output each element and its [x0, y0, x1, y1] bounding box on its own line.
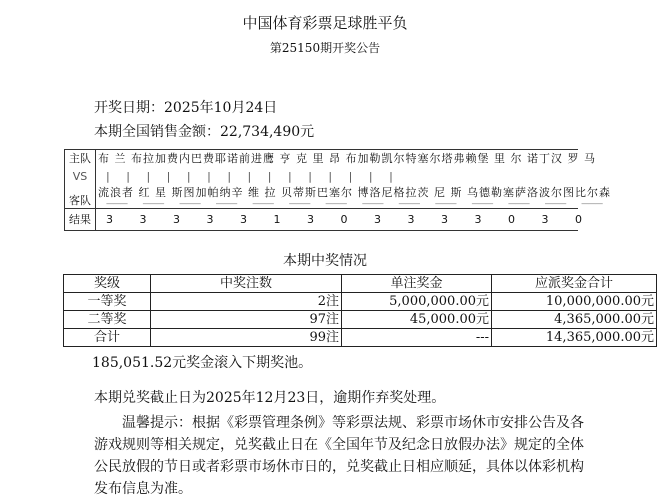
sales-line [94, 121, 314, 141]
deadline-text: 本期兑奖截止日为2025年12月23日，逾期作弃奖处理。 [94, 390, 446, 406]
vs-mark: | [368, 170, 373, 183]
home-team: 亨 [279, 152, 292, 165]
away-dash: ——— [581, 199, 603, 208]
away-row [65, 186, 579, 209]
vs-mark: | [106, 170, 110, 183]
away-dash: ——— [544, 199, 566, 208]
home-team: 昂 [329, 152, 341, 165]
away-dash: ——— [398, 199, 420, 208]
home-team: 前进鹰 [239, 152, 275, 165]
prize-row-total [64, 329, 657, 347]
prize-row-first [64, 293, 657, 311]
vs-mark: | [389, 170, 393, 183]
home-team: 兰 [114, 152, 127, 165]
match-result: 1 [273, 212, 281, 226]
home-team: 里 [494, 152, 506, 165]
away-team: 维 [248, 186, 260, 199]
vs-mark: | [126, 170, 130, 183]
draw-date-value: 2025年10月24日 [164, 100, 278, 116]
sales-amount: 22,734,490元 [220, 124, 315, 140]
match-result: 3 [307, 212, 314, 226]
away-team: 乌德勒 [467, 186, 503, 199]
match-result: 3 [206, 212, 214, 226]
home-team: 里 [312, 152, 325, 165]
home-team: 罗 [567, 152, 580, 165]
home-team: 费内巴 [167, 152, 203, 165]
away-dash: ——— [142, 199, 164, 208]
home-team: 费耶诺 [203, 152, 239, 165]
vs-mark: | [186, 170, 191, 183]
home-team: 凯尔特 [381, 152, 418, 165]
header-level: 奖级 [64, 275, 151, 293]
match-table [64, 149, 611, 231]
away-dash: ——— [361, 199, 383, 208]
away-teams-cell [96, 186, 611, 209]
away-dash: ——— [106, 199, 127, 208]
draw-date-label: 开奖日期： [94, 100, 164, 116]
header-total: 应派奖金合计 [492, 275, 657, 293]
vs-mark: | [308, 170, 312, 183]
away-team: 格拉茨 [393, 186, 430, 199]
home-team: 诺丁汉 [527, 152, 563, 165]
vs-row [65, 168, 579, 186]
away-dash: ——— [215, 199, 237, 208]
vs-mark: | [207, 170, 211, 183]
sales-label: 本期全国销售金额： [94, 124, 220, 140]
away-team: 斯 [450, 186, 463, 199]
vs-marks-cell [96, 168, 579, 186]
result-row [65, 209, 579, 231]
vs-mark: | [146, 170, 151, 183]
prize-single: 5,000,000.00元 [342, 293, 492, 311]
home-row [65, 150, 579, 169]
home-team: 克 [296, 152, 308, 165]
notice-text: 温馨提示：根据《彩票管理条例》等彩票法规、彩票市场休市安排公告及各游戏规则等相关规定，兑奖截止日在《全国年节及纪念日放假办法》规定的全体公民放假的节日或者彩票市场休市日的，兑奖截止日相应顺延，具体以体彩机构发布信息为准。 [94, 415, 584, 497]
away-team: 斯图加 [171, 186, 208, 199]
away-team: 塞萨洛 [503, 186, 539, 199]
match-result: 3 [407, 212, 415, 226]
vs-mark: | [348, 170, 353, 183]
match-result: 3 [106, 212, 113, 226]
away-team: 波尔图 [539, 186, 575, 199]
draw-date-line [94, 97, 277, 117]
home-team: 马 [584, 152, 596, 165]
match-result: 3 [173, 212, 180, 226]
away-dash: ——— [325, 199, 347, 208]
match-result: 3 [374, 212, 381, 226]
home-team: 弗赖堡 [453, 152, 490, 165]
away-team: 拉 [264, 186, 277, 199]
away-team: 比尔森 [575, 186, 611, 199]
vs-mark: | [287, 170, 292, 183]
header-count: 中奖注数 [151, 275, 342, 293]
header-single: 单注奖金 [342, 275, 492, 293]
prize-section-title: 本期中奖情况 [283, 253, 367, 269]
away-team: 尼 [434, 186, 446, 199]
rollover-text: 185,051.52元奖金滚入下期奖池。 [92, 355, 313, 371]
away-team: 巴塞尔 [317, 186, 353, 199]
results-cell [96, 209, 582, 231]
match-result: 3 [240, 212, 247, 226]
home-team: 布 [98, 152, 110, 165]
match-result: 3 [541, 212, 549, 226]
match-result: 0 [508, 212, 515, 226]
away-team: 博洛尼 [357, 186, 394, 199]
away-team: 红 [138, 186, 151, 199]
vs-mark: | [166, 170, 171, 183]
prize-count: 97注 [151, 311, 342, 329]
home-team: 布拉加 [131, 152, 167, 165]
prize-count: 99注 [151, 329, 342, 347]
away-team: 星 [155, 186, 167, 199]
away-label: 客队 [65, 186, 96, 209]
home-team: 尔 [510, 152, 523, 165]
match-result: 3 [139, 212, 147, 226]
home-team: 塞尔塔 [417, 152, 454, 165]
prize-count: 2注 [151, 293, 342, 311]
home-team: 布加勒 [345, 152, 382, 165]
away-dash: ——— [252, 199, 274, 208]
match-result: 3 [441, 212, 448, 226]
prize-single: 45,000.00元 [342, 311, 492, 329]
vs-mark: | [267, 170, 272, 183]
away-dash: ——— [471, 199, 493, 208]
away-team: 帕纳辛 [207, 186, 244, 199]
away-dash: ——— [508, 199, 530, 208]
prize-row-second [64, 311, 657, 329]
vs-mark: | [247, 170, 252, 183]
prize-table [63, 274, 657, 347]
prize-total: 4,365,000.00元 [492, 311, 657, 329]
prize-level: 一等奖 [64, 293, 151, 311]
vs-label: VS [65, 168, 96, 186]
home-label: 主队 [65, 150, 96, 169]
prize-level: 二等奖 [64, 311, 151, 329]
vs-mark: | [227, 170, 232, 183]
away-team: 贝蒂斯 [281, 186, 317, 199]
match-result: 3 [474, 212, 482, 226]
issue-subtitle: 第25150期开奖公告 [269, 41, 381, 55]
prize-total: 14,365,000.00元 [492, 329, 657, 347]
prize-single: --- [342, 329, 492, 347]
page-title: 中国体育彩票足球胜平负 [242, 14, 408, 32]
match-result: 0 [575, 212, 582, 226]
prize-level: 合计 [64, 329, 151, 347]
away-team: 流浪者 [98, 186, 134, 199]
away-dash: ——— [179, 199, 201, 208]
prize-header-row [64, 275, 657, 293]
vs-mark: | [328, 170, 333, 183]
away-dash: ——— [434, 199, 456, 208]
away-dash: ——— [288, 199, 310, 208]
match-result: 0 [340, 212, 348, 226]
result-label: 结果 [65, 209, 96, 231]
prize-total: 10,000,000.00元 [492, 293, 657, 311]
home-teams-cell [96, 150, 596, 169]
